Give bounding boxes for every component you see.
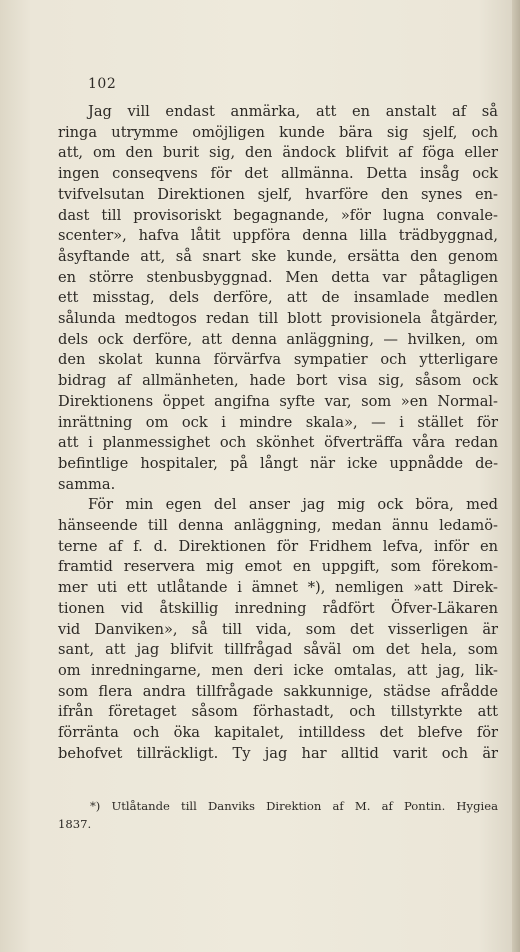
text-line-24: mer uti ett utlåtande i ämnet *), nemligen »att Direk- bbox=[58, 579, 498, 597]
text-line-17: att i planmessighet och skönhet öfverträffa våra redan bbox=[58, 434, 498, 452]
text-line-2: ringa utrymme omöjligen kunde bära sig sjelf, och bbox=[58, 123, 498, 141]
text-line-16: inrättning om ock i mindre skala», — i stället för bbox=[58, 413, 498, 431]
text-line-29: som flera andra tillfrågade sakkunnige, städse afrådde bbox=[58, 682, 498, 700]
text-line-14: bidrag af allmänheten, hade bort visa sig, såsom ock bbox=[58, 372, 498, 390]
text-line-22: terne af f. d. Direktionen för Fridhem lefva, inför en bbox=[58, 537, 498, 555]
text-line-25: tionen vid åtskillig inredning rådfört Öfver-Läkaren bbox=[58, 599, 498, 617]
text-line-5: tvifvelsutan Direktionen sjelf, hvarföre den synes en- bbox=[58, 185, 498, 203]
text-line-23: framtid reservera mig emot en uppgift, som förekom- bbox=[58, 558, 498, 576]
text-line-15: Direktionens öppet angifna syfte var, som »en Normal- bbox=[58, 392, 498, 410]
footnote-line-1: *) Utlåtande till Danviks Direktion af M. af Pontin. Hygiea bbox=[90, 799, 498, 813]
text-line-10: ett misstag, dels derföre, att de insamlade medlen bbox=[58, 289, 498, 307]
text-line-32: behofvet tillräckligt. Ty jag har alltid varit och är bbox=[58, 744, 498, 762]
text-line-31: förränta och öka kapitalet, intilldess det blefve för bbox=[58, 724, 498, 742]
text-line-9: en större stenbusbyggnad. Men detta var påtagligen bbox=[58, 268, 498, 286]
text-line-26: vid Danviken», så till vida, som det visserligen är bbox=[58, 620, 498, 638]
text-line-7: scenter», hafva låtit uppföra denna lilla trädbyggnad, bbox=[58, 227, 498, 245]
text-line-28: om inredningarne, men deri icke omtalas, att jag, lik- bbox=[58, 661, 498, 679]
text-line-20: För min egen del anser jag mig ock böra, med bbox=[88, 496, 498, 514]
text-line-11: sålunda medtogos redan till blott provisionela åtgärder, bbox=[58, 310, 498, 328]
text-line-19: samma. bbox=[58, 475, 116, 493]
body-text bbox=[58, 102, 498, 765]
footnote-line-2: 1837. bbox=[58, 817, 92, 831]
footnote bbox=[58, 797, 498, 833]
text-line-12: dels ock derföre, att denna anläggning, — hvilken, om bbox=[58, 330, 498, 348]
text-line-21: hänseende till denna anläggning, medan ännu ledamö- bbox=[58, 517, 498, 535]
text-line-3: att, om den burit sig, den ändock blifvit af föga eller bbox=[58, 144, 498, 162]
text-line-8: åsyftande att, så snart ske kunde, ersätta den genom bbox=[58, 247, 498, 265]
text-line-13: den skolat kunna förvärfva sympatier och ytterligare bbox=[58, 351, 498, 369]
text-line-30: ifrån företaget såsom förhastadt, och tillstyrkte att bbox=[58, 703, 498, 721]
page-edge bbox=[512, 0, 520, 952]
page-number: 102 bbox=[88, 76, 117, 92]
text-line-1: Jag vill endast anmärka, att en anstalt af så bbox=[88, 103, 498, 120]
text-line-6: dast till provisoriskt begagnande, »för lugna convale- bbox=[58, 206, 498, 224]
text-line-27: sant, att jag blifvit tillfrågad såväl om det hela, som bbox=[58, 641, 498, 659]
text-line-4: ingen conseqvens för det allmänna. Detta insåg ock bbox=[58, 165, 498, 183]
text-line-18: befintlige hospitaler, på långt när icke uppnådde de- bbox=[58, 454, 498, 472]
